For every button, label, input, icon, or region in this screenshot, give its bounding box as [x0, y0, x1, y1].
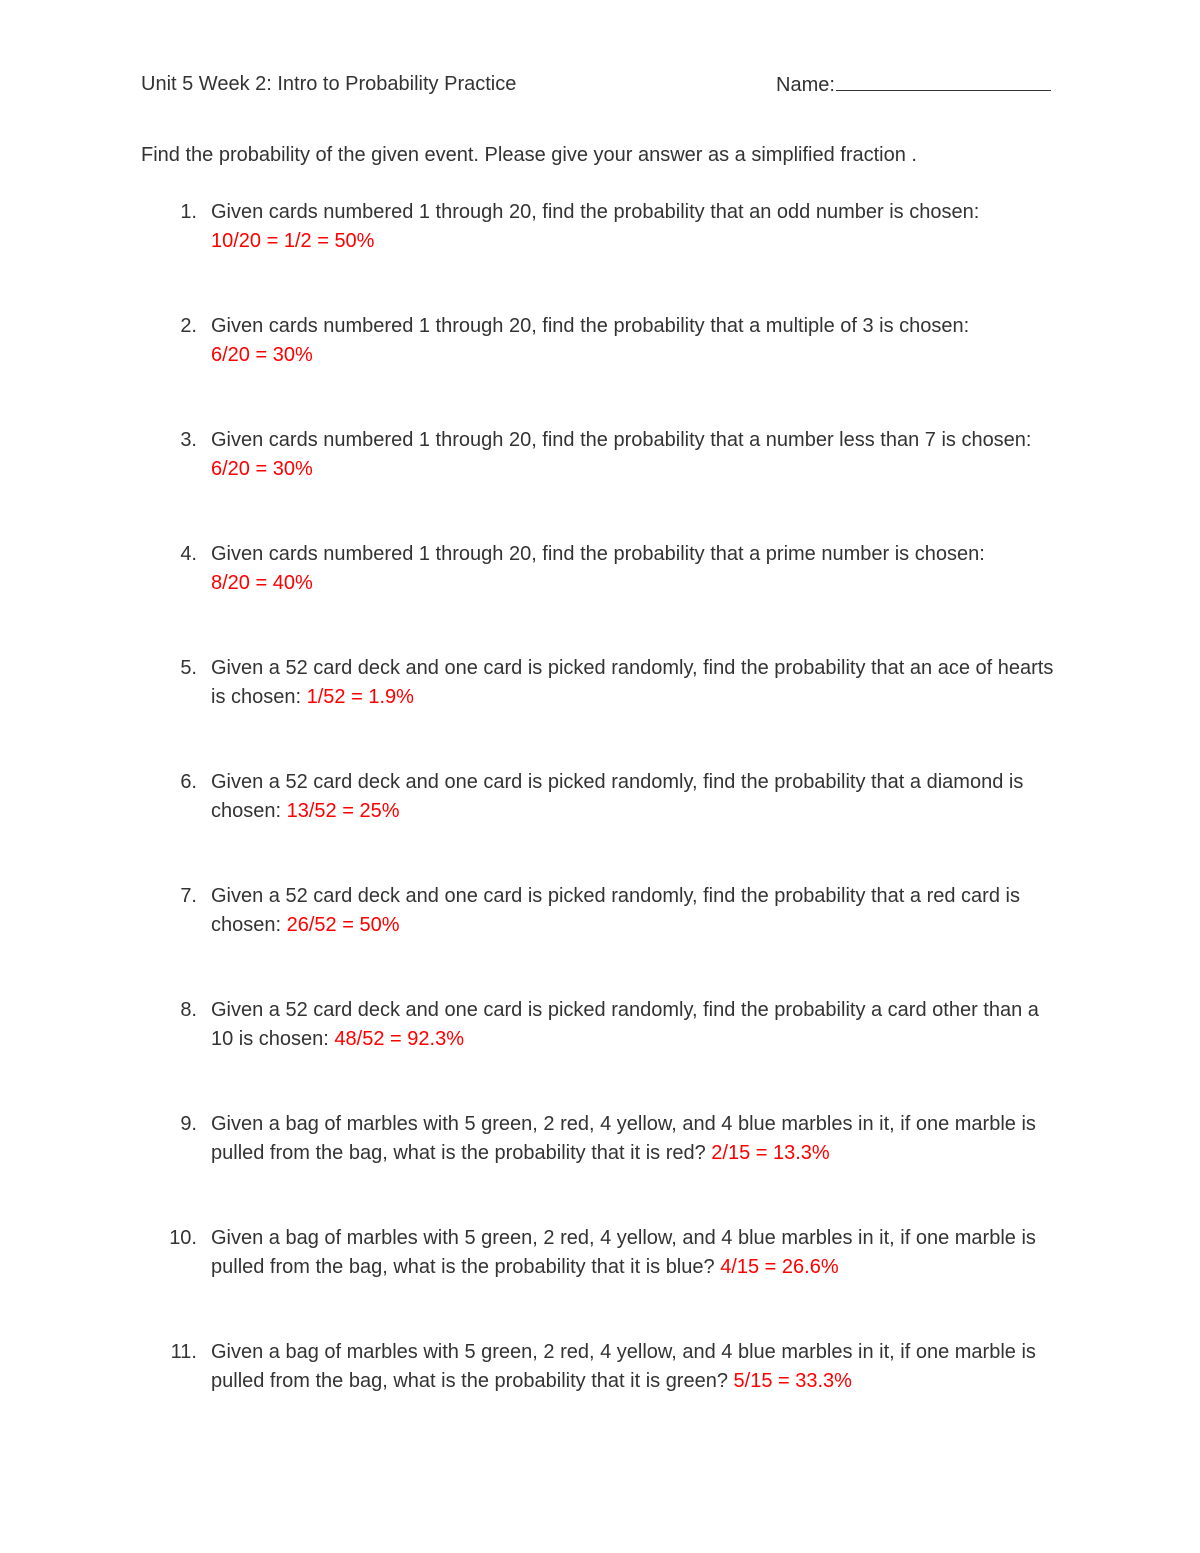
question-number: 3.	[180, 429, 197, 451]
question-item	[141, 996, 1061, 1110]
question-number: 1.	[180, 201, 197, 223]
answer-text: 6/20 = 30%	[211, 343, 313, 366]
answer-text: 5/15 = 33.3%	[733, 1369, 852, 1392]
question-body	[211, 882, 1061, 939]
answer-text: 13/52 = 25%	[286, 799, 400, 822]
question-number: 5.	[180, 657, 197, 679]
question-body	[211, 312, 1061, 369]
question-text: Given a 52 card deck and one card is picked randomly, find the probability a card other than a 10 is chosen:	[211, 999, 1039, 1050]
question-text: Given a 52 card deck and one card is picked randomly, find the probability that a red card is chosen:	[211, 885, 1020, 936]
question-item	[141, 1338, 1061, 1452]
question-text: Given cards numbered 1 through 20, find the probability that a multiple of 3 is chosen:	[211, 315, 970, 337]
question-text: Given cards numbered 1 through 20, find the probability that a prime number is chosen:	[211, 543, 985, 565]
question-item	[141, 768, 1061, 882]
name-blank-line	[836, 70, 1051, 91]
question-number: 11.	[170, 1341, 197, 1363]
question-item	[141, 654, 1061, 768]
question-body	[211, 1338, 1061, 1395]
question-body	[211, 996, 1061, 1053]
question-item	[141, 1224, 1061, 1338]
instructions: Find the probability of the given event. Please give your answer as a simplified fraction .	[141, 144, 917, 166]
question-item	[141, 1110, 1061, 1224]
question-text: Given a bag of marbles with 5 green, 2 red, 4 yellow, and 4 blue marbles in it, if one marble is pulled from the bag, what is the probability that it is green?	[211, 1341, 1036, 1392]
question-body	[211, 654, 1061, 711]
question-item	[141, 540, 1061, 654]
answer-text: 8/20 = 40%	[211, 571, 313, 594]
question-item	[141, 426, 1061, 540]
question-body	[211, 768, 1061, 825]
question-number: 7.	[180, 885, 197, 907]
question-list	[141, 198, 1061, 1452]
question-number: 4.	[180, 543, 197, 565]
question-text: Given a bag of marbles with 5 green, 2 red, 4 yellow, and 4 blue marbles in it, if one marble is pulled from the bag, what is the probability that it is blue?	[211, 1227, 1036, 1278]
question-text: Given a 52 card deck and one card is picked randomly, find the probability that an ace of hearts is chosen:	[211, 657, 1054, 708]
question-text: Given a 52 card deck and one card is picked randomly, find the probability that a diamond is chosen:	[211, 771, 1024, 822]
question-text: Given cards numbered 1 through 20, find the probability that a number less than 7 is chosen:	[211, 429, 1032, 451]
name-label: Name:	[776, 74, 835, 96]
question-body	[211, 1110, 1061, 1167]
question-number: 9.	[180, 1113, 197, 1135]
answer-text: 10/20 = 1/2 = 50%	[211, 229, 375, 252]
question-item	[141, 312, 1061, 426]
question-number: 8.	[180, 999, 197, 1021]
answer-text: 1/52 = 1.9%	[306, 685, 414, 708]
question-item	[141, 882, 1061, 996]
question-body	[211, 540, 1061, 597]
question-body	[211, 426, 1061, 483]
question-body	[211, 1224, 1061, 1281]
question-number: 2.	[180, 315, 197, 337]
answer-text: 48/52 = 92.3%	[334, 1027, 464, 1050]
answer-text: 6/20 = 30%	[211, 457, 313, 480]
answer-text: 26/52 = 50%	[286, 913, 400, 936]
name-field	[776, 70, 1051, 99]
question-number: 10.	[169, 1227, 197, 1249]
question-text: Given cards numbered 1 through 20, find the probability that an odd number is chosen:	[211, 201, 980, 223]
worksheet-title: Unit 5 Week 2: Intro to Probability Practice	[141, 73, 517, 95]
question-item	[141, 198, 1061, 312]
answer-text: 2/15 = 13.3%	[711, 1141, 830, 1164]
worksheet-header	[141, 70, 1056, 100]
question-body	[211, 198, 1061, 255]
question-text: Given a bag of marbles with 5 green, 2 red, 4 yellow, and 4 blue marbles in it, if one marble is pulled from the bag, what is the probability that it is red?	[211, 1113, 1036, 1164]
question-number: 6.	[180, 771, 197, 793]
answer-text: 4/15 = 26.6%	[720, 1255, 839, 1278]
